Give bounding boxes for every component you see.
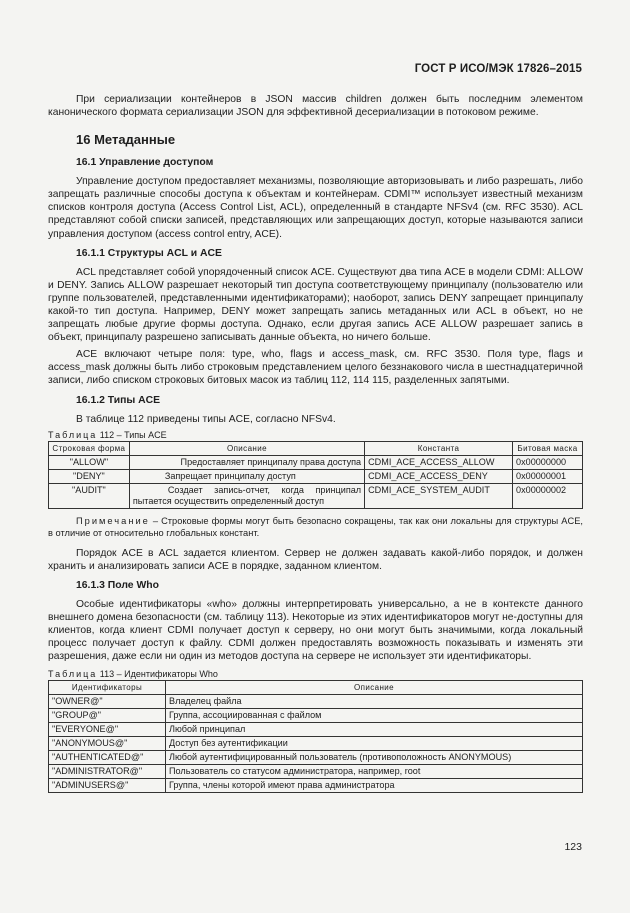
table-cell: Любой принципал [166, 723, 583, 737]
table-cell: Владелец файла [166, 695, 583, 709]
table-row [49, 469, 583, 483]
section-16-heading: 16 Метаданные [76, 132, 176, 148]
table-header-row [49, 681, 583, 695]
section-16-1-3-heading: 16.1.3 Поле Who [76, 579, 159, 591]
table-cell: CDMI_ACE_ACCESS_DENY [365, 469, 513, 483]
table-row [49, 709, 583, 723]
section-16-1-2-heading: 16.1.2 Типы ACE [76, 394, 161, 406]
intro-paragraph: При сериализации контейнеров в JSON массив children должен быть последним элементом канонического формата сериализации JSON для эффективной десериализации в потоковом режиме. [48, 94, 583, 119]
section-16-1-3-paragraph: Особые идентификаторы «who» должны интерпретировать универсально, а не в контексте данного внешнего домена безопасности (см. таблицу 113). Некоторые из этих идентификаторов могут не-доступны для клиентов, когда клиент CDMI получает доступ к серверу, но они могут быть значимыми, когда локальный процесс получает доступ к файлу. CDMI должен предоставлять возможность показывать и изменять эти разрешения, даже если ни один из методов доступа на сервере не использует эти идентификаторы. [48, 598, 583, 663]
table-row [49, 455, 583, 469]
table-row [49, 695, 583, 709]
table-cell: "ANONYMOUS@" [49, 737, 166, 751]
section-16-1-1-paragraph-2: ACE включают четыре поля: type, who, flags и access_mask, см. RFC 3530. Поля type, flags и access_mask должны быть либо строковым представлением целого беззнакового числа в шестнадцатеричной записи, либо списком строковых битовых масок из таблиц 112, 114 115, разделенных запятыми. [48, 349, 583, 387]
table-cell: "ADMINUSERS@" [49, 779, 166, 793]
table-112-note [48, 515, 583, 539]
page-number: 123 [564, 841, 582, 853]
table-cell: Доступ без аутентификации [166, 737, 583, 751]
column-header: Строковая форма [49, 441, 130, 455]
table-112-caption [48, 430, 583, 440]
section-16-1-1-heading: 16.1.1 Структуры ACL и ACE [76, 247, 222, 259]
column-header: Идентификаторы [49, 681, 166, 695]
table-113-caption-title: 113 – Идентификаторы Who [97, 669, 218, 680]
column-header: Константа [365, 441, 513, 455]
table-113-caption-word: Таблица [48, 669, 98, 680]
section-16-1-1-paragraph-1: ACL представляет собой упорядоченный список ACE. Существуют два типа ACE в модели CDMI: ALLOW и DENY. Запись ALLOW разрешает некоторый тип доступа соответствующему принципалу (пользователю или группе пользователей, представленными идентификаторами); наоборот, запись DENY запрещает принципалу какой-то тип доступа. Например, DENY может запрещать запись метаданных или ACL в объект, но не запрещать любые другие формы доступа. Однако, если другая запись ACE ALLOW разрешает запись в объект, принципалу разрешено записывать данные объекта, но ничего больше. [48, 266, 583, 344]
table-row [49, 737, 583, 751]
table-row [49, 483, 583, 508]
table-cell: "OWNER@" [49, 695, 166, 709]
column-header: Описание [129, 441, 364, 455]
table-row [49, 765, 583, 779]
document-header: ГОСТ Р ИСО/МЭК 17826–2015 [414, 63, 582, 75]
ace-order-paragraph: Порядок ACE в ACL задается клиентом. Сервер не должен задавать какой-либо порядок, и должен хранить и анализировать записи ACE в порядке, заданном клиентом. [48, 547, 583, 572]
section-16-1-paragraph: Управление доступом предоставляет механизмы, позволяющие авторизовывать и либо разрешать, либо запрещать различные способы доступа к объектам и контейнерам. CDMI™ использует известный механизм списков контроля доступа (Access Control List, ACL), определенный в стандарте NFSv4 (см. RFC 3530). ACL представляют собой списки записей, представляющих или запрещающих доступ, которые называются записи управления доступом (access control entry, ACE). [48, 176, 583, 240]
table-cell: "DENY" [49, 469, 130, 483]
table-cell: Группа, члены которой имеют права администратора [166, 779, 583, 793]
column-header: Битовая маска [513, 441, 583, 455]
table-cell: "ADMINISTRATOR@" [49, 765, 166, 779]
note-text: – Строковые формы могут быть безопасно сокращены, так как они локальны для структуры ACE, в отличие от относительно глобальных констант. [48, 515, 583, 538]
table-row [49, 779, 583, 793]
table-cell: Пользователь со статусом администратора, например, root [166, 765, 583, 779]
table-cell: Любой аутентифицированный пользователь (противоположность ANONYMOUS) [166, 751, 583, 765]
table-112-caption-word: Таблица [48, 429, 98, 440]
table-cell: 0x00000002 [513, 483, 583, 508]
table-cell: "AUDIT" [49, 483, 130, 508]
table-cell: Создает запись-отчет, когда принципал пытается осуществить определенный доступ [129, 483, 364, 508]
column-header: Описание [166, 681, 583, 695]
table-113-caption [48, 669, 583, 679]
table-cell: 0x00000000 [513, 455, 583, 469]
table-cell: "ALLOW" [49, 455, 130, 469]
section-16-1-heading: 16.1 Управление доступом [76, 157, 214, 169]
note-label: Примечание [76, 515, 150, 526]
table-cell: Группа, ассоциированная с файлом [166, 709, 583, 723]
table-cell: CDMI_ACE_ACCESS_ALLOW [365, 455, 513, 469]
table-cell: "GROUP@" [49, 709, 166, 723]
table-header-row [49, 441, 583, 455]
table-row [49, 723, 583, 737]
table-cell: 0x00000001 [513, 469, 583, 483]
table-cell: Запрещает принципалу доступ [129, 469, 364, 483]
table-cell: CDMI_ACE_SYSTEM_AUDIT [365, 483, 513, 508]
table-cell: "EVERYONE@" [49, 723, 166, 737]
table-113-who-identifiers [48, 680, 583, 793]
page-content [48, 93, 583, 793]
table-112-ace-types [48, 441, 583, 509]
table-112-caption-title: 112 – Типы ACE [97, 429, 167, 440]
section-16-1-2-paragraph: В таблице 112 приведены типы ACE, согласно NFSv4. [76, 413, 336, 425]
table-row [49, 751, 583, 765]
table-cell: "AUTHENTICATED@" [49, 751, 166, 765]
table-cell: Предоставляет принципалу права доступа [129, 455, 364, 469]
